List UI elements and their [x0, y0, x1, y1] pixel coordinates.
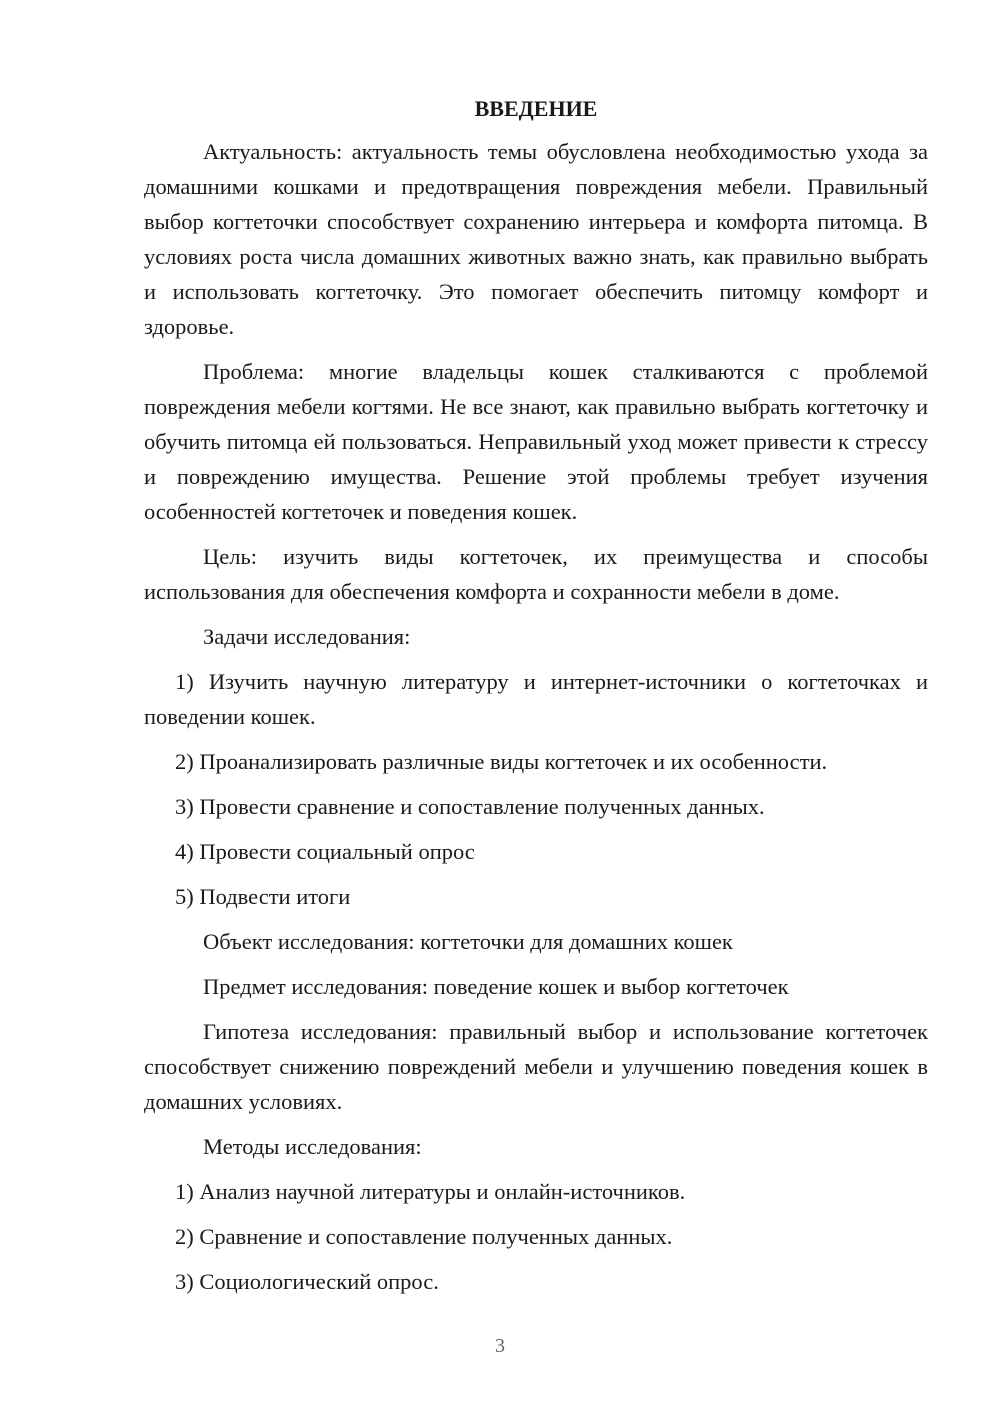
problem-paragraph: Проблема: многие владельцы кошек сталкиваются с проблемой повреждения мебели когтями. Не все знают, как правильно выбрать когтеточку и обучить питомца ей пользоваться. Неправильный уход может привести к стрессу и повреждению имущества. Решение этой проблемы требует изучения особенностей когтеточек и поведения кошек. [144, 359, 928, 524]
task-item: 5) Подвести итоги [175, 884, 351, 909]
relevance-paragraph: Актуальность: актуальность темы обусловлена необходимостью ухода за домашними кошками и предотвращения повреждения мебели. Правильный выбор когтеточки способствует сохранению интерьера и комфорта питомца. В условиях роста числа домашних животных важно знать, как правильно выбрать и использовать когтеточку. Это помогает обеспечить питомцу комфорт и здоровье. [144, 139, 928, 339]
method-item: 3) Социологический опрос. [175, 1269, 439, 1294]
task-item: 2) Проанализировать различные виды когтеточек и их особенности. [175, 749, 828, 774]
tasks-heading: Задачи исследования: [203, 624, 411, 649]
research-subject: Предмет исследования: поведение кошек и выбор когтеточек [203, 974, 789, 999]
research-object: Объект исследования: когтеточки для домашних кошек [203, 929, 733, 954]
page-title: ВВЕДЕНИЕ [474, 96, 598, 121]
task-item: 4) Провести социальный опрос [175, 839, 475, 864]
hypothesis-paragraph: Гипотеза исследования: правильный выбор и использование когтеточек способствует снижению повреждений мебели и улучшению поведения кошек в домашних условиях. [144, 1019, 928, 1114]
page-number: 3 [495, 1335, 505, 1357]
task-item: 1) Изучить научную литературу и интернет-источники о когтеточках и поведении кошек. [144, 669, 928, 729]
method-item: 1) Анализ научной литературы и онлайн-источников. [175, 1179, 686, 1204]
method-item: 2) Сравнение и сопоставление полученных данных. [175, 1224, 673, 1249]
goal-paragraph: Цель: изучить виды когтеточек, их преимущества и способы использования для обеспечения комфорта и сохранности мебели в доме. [144, 544, 928, 604]
document-page [144, 92, 928, 1309]
methods-heading: Методы исследования: [203, 1134, 422, 1159]
task-item: 3) Провести сравнение и сопоставление полученных данных. [175, 794, 765, 819]
